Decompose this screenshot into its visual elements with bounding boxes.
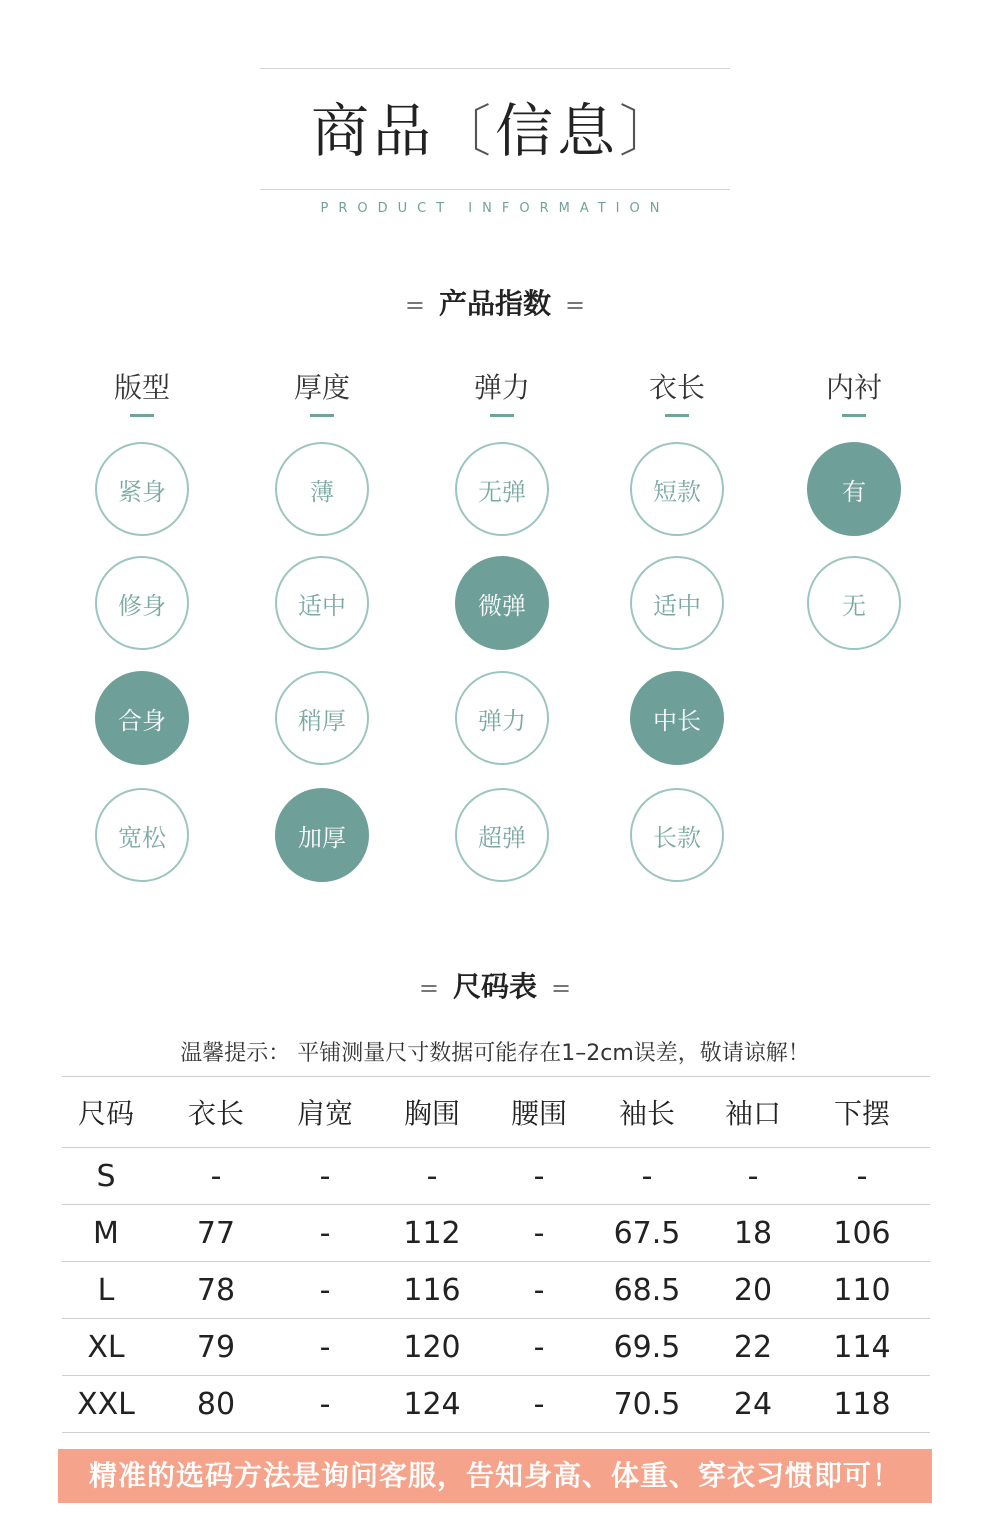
table-cell: 110 — [833, 1272, 891, 1308]
table-cell: 24 — [733, 1386, 773, 1422]
size-heading — [0, 965, 990, 1005]
table-cell: 124 — [403, 1386, 461, 1422]
product-info-header — [260, 68, 730, 228]
index-option-selected: 有 — [807, 442, 901, 536]
table-cell: 70.5 — [613, 1386, 681, 1422]
equals-icon: = — [404, 291, 425, 319]
index-option: 适中 — [630, 556, 724, 650]
index-column — [272, 368, 372, 417]
table-cell: - — [319, 1386, 331, 1422]
equals-icon: = — [418, 974, 439, 1002]
table-cell: L — [97, 1272, 115, 1308]
index-column-label: 版型 — [113, 371, 170, 404]
header-bottom-rule — [260, 189, 730, 190]
table-row — [62, 1318, 930, 1375]
label-underline — [130, 414, 154, 417]
table-row — [62, 1147, 930, 1204]
table-cell: 112 — [403, 1215, 461, 1251]
table-header-cell: 腰围 — [510, 1097, 567, 1130]
page-subtitle: PRODUCT INFORMATION — [320, 201, 670, 216]
index-heading — [0, 282, 990, 322]
index-option: 适中 — [275, 556, 369, 650]
table-cell: - — [533, 1215, 545, 1251]
table-cell: - — [533, 1386, 545, 1422]
index-option: 宽松 — [95, 788, 189, 882]
table-header-cell: 袖口 — [724, 1097, 781, 1130]
index-option: 短款 — [630, 442, 724, 536]
equals-icon: = — [551, 974, 572, 1002]
size-heading-text: 尺码表 — [452, 970, 537, 1003]
table-cell: 116 — [403, 1272, 461, 1308]
table-row — [62, 1375, 930, 1433]
size-table — [62, 1076, 930, 1433]
table-cell: M — [93, 1215, 119, 1251]
table-cell: - — [319, 1329, 331, 1365]
size-tip: 温馨提示： 平铺测量尺寸数据可能存在1–2cm误差，敬请谅解！ — [180, 1041, 810, 1066]
table-cell: 120 — [403, 1329, 461, 1365]
table-cell: 20 — [733, 1272, 773, 1308]
table-cell: - — [319, 1272, 331, 1308]
table-cell: 22 — [733, 1329, 773, 1365]
table-cell: 78 — [196, 1272, 236, 1308]
index-column — [92, 368, 192, 417]
label-underline — [490, 414, 514, 417]
index-column-label: 衣长 — [648, 371, 705, 404]
table-cell: - — [319, 1158, 331, 1194]
table-cell: 80 — [196, 1386, 236, 1422]
table-cell: - — [856, 1158, 868, 1194]
table-cell: - — [533, 1329, 545, 1365]
table-cell: 68.5 — [613, 1272, 681, 1308]
index-option: 薄 — [275, 442, 369, 536]
index-option-selected: 微弹 — [455, 556, 549, 650]
table-row — [62, 1261, 930, 1318]
table-cell: 106 — [833, 1215, 891, 1251]
table-header-cell: 下摆 — [833, 1097, 890, 1130]
index-option-selected: 加厚 — [275, 788, 369, 882]
title-left: 商品 — [310, 97, 435, 165]
label-underline — [842, 414, 866, 417]
label-underline — [665, 414, 689, 417]
label-underline — [310, 414, 334, 417]
index-column-label: 弹力 — [473, 371, 530, 404]
table-cell: XL — [87, 1329, 125, 1365]
table-cell: S — [96, 1158, 116, 1194]
index-option: 无弹 — [455, 442, 549, 536]
table-cell: - — [426, 1158, 438, 1194]
table-header-cell: 衣长 — [187, 1097, 244, 1130]
table-cell: XXL — [77, 1386, 135, 1422]
table-cell: - — [210, 1158, 222, 1194]
table-cell: 114 — [833, 1329, 891, 1365]
equals-icon: = — [565, 291, 586, 319]
table-header-cell: 尺码 — [77, 1097, 134, 1130]
advice-banner: 精准的选码方法是询问客服，告知身高、体重、穿衣习惯即可！ — [58, 1449, 932, 1503]
index-option-selected: 合身 — [95, 671, 189, 765]
index-column-label: 内衬 — [825, 371, 882, 404]
table-cell: - — [533, 1272, 545, 1308]
bracket-open: 〔 — [435, 100, 495, 165]
index-option: 稍厚 — [275, 671, 369, 765]
index-option-selected: 中长 — [630, 671, 724, 765]
table-cell: 18 — [733, 1215, 773, 1251]
index-option: 弹力 — [455, 671, 549, 765]
table-cell: 77 — [196, 1215, 236, 1251]
index-option: 长款 — [630, 788, 724, 882]
index-column-label: 厚度 — [293, 371, 350, 404]
table-cell: 118 — [833, 1386, 891, 1422]
page-title — [260, 96, 730, 168]
table-header-cell: 袖长 — [618, 1097, 675, 1130]
index-column — [627, 368, 727, 417]
index-option: 紧身 — [95, 442, 189, 536]
table-header-cell: 胸围 — [403, 1097, 460, 1130]
index-option: 超弹 — [455, 788, 549, 882]
table-cell: - — [533, 1158, 545, 1194]
index-column — [452, 368, 552, 417]
index-heading-text: 产品指数 — [438, 287, 551, 320]
table-header-cell: 肩宽 — [296, 1097, 353, 1130]
table-cell: 79 — [196, 1329, 236, 1365]
bracket-close: 〕 — [619, 100, 680, 165]
table-row — [62, 1204, 930, 1261]
table-cell: - — [641, 1158, 653, 1194]
table-header-row — [62, 1076, 930, 1147]
table-cell: - — [747, 1158, 759, 1194]
index-option: 修身 — [95, 556, 189, 650]
table-cell: 69.5 — [613, 1329, 681, 1365]
table-cell: - — [319, 1215, 331, 1251]
table-cell: 67.5 — [613, 1215, 681, 1251]
index-column — [804, 368, 904, 417]
title-right: 信息 — [495, 97, 620, 165]
header-top-rule — [260, 68, 730, 69]
index-option: 无 — [807, 556, 901, 650]
